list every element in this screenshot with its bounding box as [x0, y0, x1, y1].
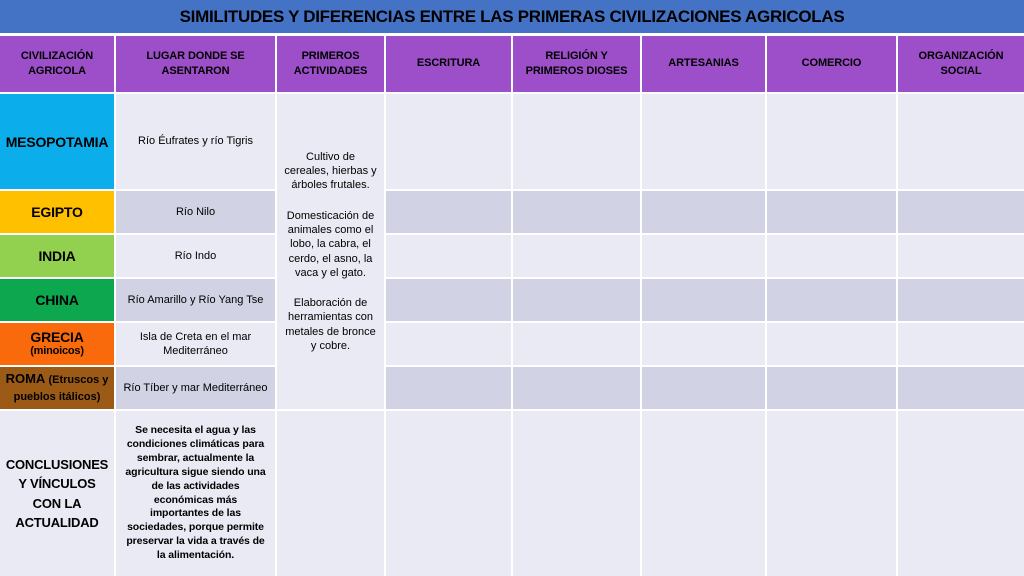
empty-cell [513, 191, 640, 233]
activities-cell [277, 94, 384, 409]
empty-cell [898, 323, 1024, 365]
place-cell-mesopotamia: Río Éufrates y río Tigris [116, 94, 275, 189]
empty-cell [513, 235, 640, 277]
column-header-organizacion-social: ORGANIZACIÓN SOCIAL [898, 36, 1024, 92]
column-header-escritura: ESCRITURA [386, 36, 511, 92]
civilization-name: ROMA [5, 371, 45, 387]
activities-paragraph: Cultivo de cereales, hierbas y árboles frutales. [284, 150, 377, 192]
place-cell-china: Río Amarillo y Río Yang Tse [116, 279, 275, 321]
conclusions-text-cell: Se necesita el agua y las condiciones climáticas para sembrar, actualmente la agricultura sigue siendo una de las actividades económicas más importantes de las sociedades, porque permite preservar la vida a través de la alimentación. [116, 411, 275, 576]
column-header-comercio: COMERCIO [767, 36, 896, 92]
civilization-note-wrap [2, 371, 112, 405]
empty-cell [513, 367, 640, 409]
empty-cell [386, 367, 511, 409]
empty-cell [642, 279, 765, 321]
empty-cell [277, 411, 384, 576]
empty-cell [642, 235, 765, 277]
empty-cell [898, 411, 1024, 576]
empty-cell [767, 279, 896, 321]
title-bar [0, 0, 1024, 33]
civilization-name: GRECIA [30, 329, 84, 346]
empty-cell [898, 94, 1024, 189]
empty-cell [767, 367, 896, 409]
civilization-cell-roma [0, 367, 114, 409]
activities-paragraph: Elaboración de herramientas con metales de bronce y cobre. [285, 297, 376, 352]
empty-cell [767, 323, 896, 365]
empty-cell [386, 411, 511, 576]
place-cell-india: Río Indo [116, 235, 275, 277]
comparison-table [0, 36, 1024, 576]
empty-cell [513, 279, 640, 321]
empty-cell [386, 279, 511, 321]
column-header-artesanias: ARTESANIAS [642, 36, 765, 92]
empty-cell [513, 323, 640, 365]
empty-cell [642, 94, 765, 189]
empty-cell [767, 235, 896, 277]
place-cell-egipto: Río Nilo [116, 191, 275, 233]
page-title: SIMILITUDES Y DIFERENCIAS ENTRE LAS PRIMERAS CIVILIZACIONES AGRICOLAS [179, 6, 845, 26]
empty-cell [513, 94, 640, 189]
column-header-religion: RELIGIÓN Y PRIMEROS DIOSES [513, 36, 640, 92]
empty-cell [386, 191, 511, 233]
empty-cell [642, 323, 765, 365]
empty-cell [767, 411, 896, 576]
conclusions-label-cell: CONCLUSIONES Y VÍNCULOS CON LA ACTUALIDAD [0, 411, 114, 576]
civilization-note: (minoicos) [30, 345, 84, 358]
empty-cell [386, 323, 511, 365]
empty-cell [642, 411, 765, 576]
civilization-cell-grecia [0, 323, 114, 365]
empty-cell [642, 367, 765, 409]
empty-cell [386, 94, 511, 189]
empty-cell [513, 411, 640, 576]
place-cell-grecia: Isla de Creta en el mar Mediterráneo [116, 323, 275, 365]
civilization-cell-egipto: EGIPTO [0, 191, 114, 233]
civilization-note: (Etruscos y pueblos itálicos) [13, 374, 109, 403]
column-header-primeras-actividades: PRIMEROS ACTIVIDADES [277, 36, 384, 92]
place-cell-roma: Río Tíber y mar Mediterráneo [116, 367, 275, 409]
column-header-civilizacion: CIVILIZACIÓN AGRICOLA [0, 36, 114, 92]
empty-cell [898, 191, 1024, 233]
empty-cell [386, 235, 511, 277]
empty-cell [767, 94, 896, 189]
civilization-cell-india: INDIA [0, 235, 114, 277]
empty-cell [767, 191, 896, 233]
civilization-cell-mesopotamia: MESOPOTAMIA [0, 94, 114, 189]
empty-cell [898, 279, 1024, 321]
empty-cell [642, 191, 765, 233]
column-header-lugar: LUGAR DONDE SE ASENTARON [116, 36, 275, 92]
civilization-cell-china: CHINA [0, 279, 114, 321]
empty-cell [898, 367, 1024, 409]
empty-cell [898, 235, 1024, 277]
activities-paragraph: Domesticación de animales como el lobo, la cabra, el cerdo, el asno, la vaca y el gato. [286, 209, 375, 279]
